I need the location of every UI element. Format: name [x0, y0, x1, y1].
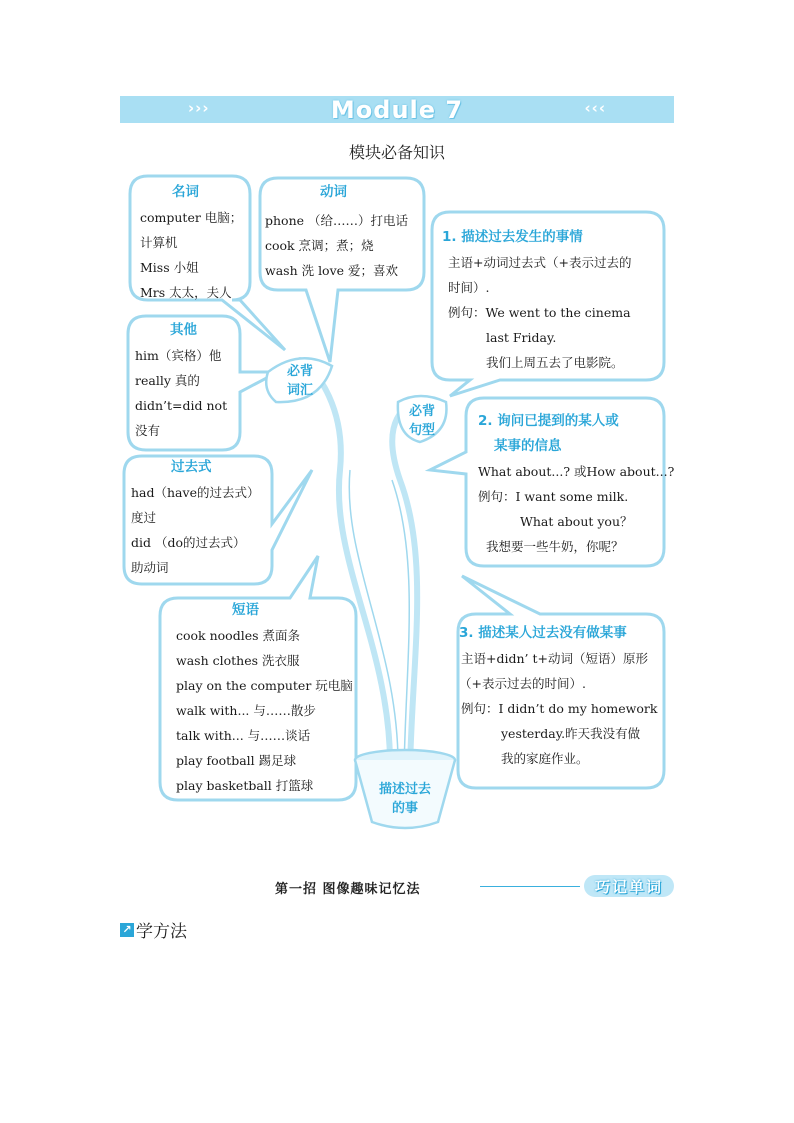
others-box — [135, 318, 227, 443]
phrases-box — [176, 598, 353, 798]
list-item: wash clothes 洗衣服 — [176, 653, 300, 668]
list-item: talk with... 与……谈话 — [176, 728, 311, 743]
nouns-box — [140, 180, 242, 305]
list-item: 我想要一些牛奶，你呢？ — [486, 539, 624, 554]
nouns-heading: 名词 — [172, 184, 199, 200]
verbs-heading: 动词 — [320, 184, 347, 200]
list-item: 例句：We went to the cinema — [448, 305, 631, 320]
list-item: 度过 — [131, 510, 157, 525]
list-item: 计算机 — [140, 235, 178, 250]
cup-label-line: 描述过去 — [378, 782, 431, 797]
pattern2-heading-2: 某事的信息 — [494, 438, 562, 454]
phrases-heading: 短语 — [232, 602, 259, 618]
list-item: computer 电脑； — [140, 210, 243, 225]
pattern3-heading: 3. 描述某人过去没有做某事 — [459, 625, 627, 641]
page-subtitle: 模块必备知识 — [348, 143, 445, 162]
verbs-box — [265, 180, 408, 283]
method-heading — [120, 917, 187, 942]
past-heading: 过去式 — [171, 459, 212, 475]
list-item: 助动词 — [131, 560, 169, 575]
list-item: Miss 小姐 — [140, 260, 199, 275]
list-item: walk with... 与……散步 — [176, 703, 316, 718]
list-item: Mrs 太太，夫人 — [140, 285, 232, 300]
vocab-label-line: 必背 — [286, 364, 313, 379]
arrow-icon: ↗ — [120, 923, 134, 937]
list-item: cook 烹调；煮；烧 — [265, 238, 374, 253]
list-item: phone （给……）打电话 — [265, 213, 408, 228]
list-item: didn’t=did not — [135, 398, 228, 413]
vocab-label — [280, 362, 320, 400]
pattern3-box — [459, 621, 657, 771]
list-item: 主语+didn’ t+动词（短语）原形 — [461, 651, 648, 666]
list-item: play football 踢足球 — [176, 753, 297, 768]
list-item: cook noodles 煮面条 — [176, 628, 300, 643]
list-item: 例句：I didn’t do my homework — [461, 701, 658, 716]
cup-label — [366, 780, 444, 818]
patterns-label — [402, 402, 442, 440]
others-heading: 其他 — [170, 322, 197, 338]
list-item: yesterday.昨天我没有做 — [501, 726, 641, 741]
vocab-label-line: 词汇 — [286, 383, 313, 398]
pattern2-box — [478, 409, 674, 559]
section-title: 第一招 图像趣味记忆法 — [275, 882, 421, 897]
module-title: Module 7 — [330, 95, 464, 124]
chevron-left-icon: ‹‹‹ — [584, 99, 606, 117]
list-item: wash 洗 love 爱；喜欢 — [265, 263, 399, 278]
patterns-label-line: 句型 — [408, 423, 435, 438]
list-item: （+表示过去的时间）. — [459, 676, 586, 691]
list-item: him（宾格）他 — [135, 348, 222, 363]
list-item: 我们上周五去了电影院。 — [486, 355, 624, 370]
pattern2-heading-1: 2. 询问已提到的某人或 — [478, 413, 619, 429]
list-item: 时间）. — [448, 280, 490, 295]
past-box — [131, 455, 259, 580]
list-item: had（have的过去式） — [131, 485, 260, 500]
list-item: 没有 — [135, 423, 161, 438]
list-item: last Friday. — [486, 330, 557, 345]
list-item: really 真的 — [135, 373, 200, 388]
method-label: 学方法 — [136, 922, 187, 942]
cup-label-line: 的事 — [391, 801, 418, 816]
list-item: 我的家庭作业。 — [501, 751, 589, 766]
list-item: 例句：I want some milk. — [478, 489, 629, 504]
list-item: What about...? 或How about...? — [478, 464, 675, 479]
chevron-right-icon: ››› — [188, 99, 210, 117]
pattern1-heading: 1. 描述过去发生的事情 — [442, 229, 583, 245]
list-item: What about you？ — [520, 514, 633, 529]
patterns-label-line: 必背 — [408, 404, 435, 419]
list-item: play on the computer 玩电脑 — [176, 678, 353, 693]
divider — [480, 886, 580, 887]
list-item: did （do的过去式） — [131, 535, 246, 550]
list-item: 主语+动词过去式（+表示过去的 — [448, 255, 632, 270]
list-item: play basketball 打篮球 — [176, 778, 314, 793]
pattern1-box — [442, 225, 631, 375]
section-badge: 巧记单词 — [584, 875, 674, 897]
